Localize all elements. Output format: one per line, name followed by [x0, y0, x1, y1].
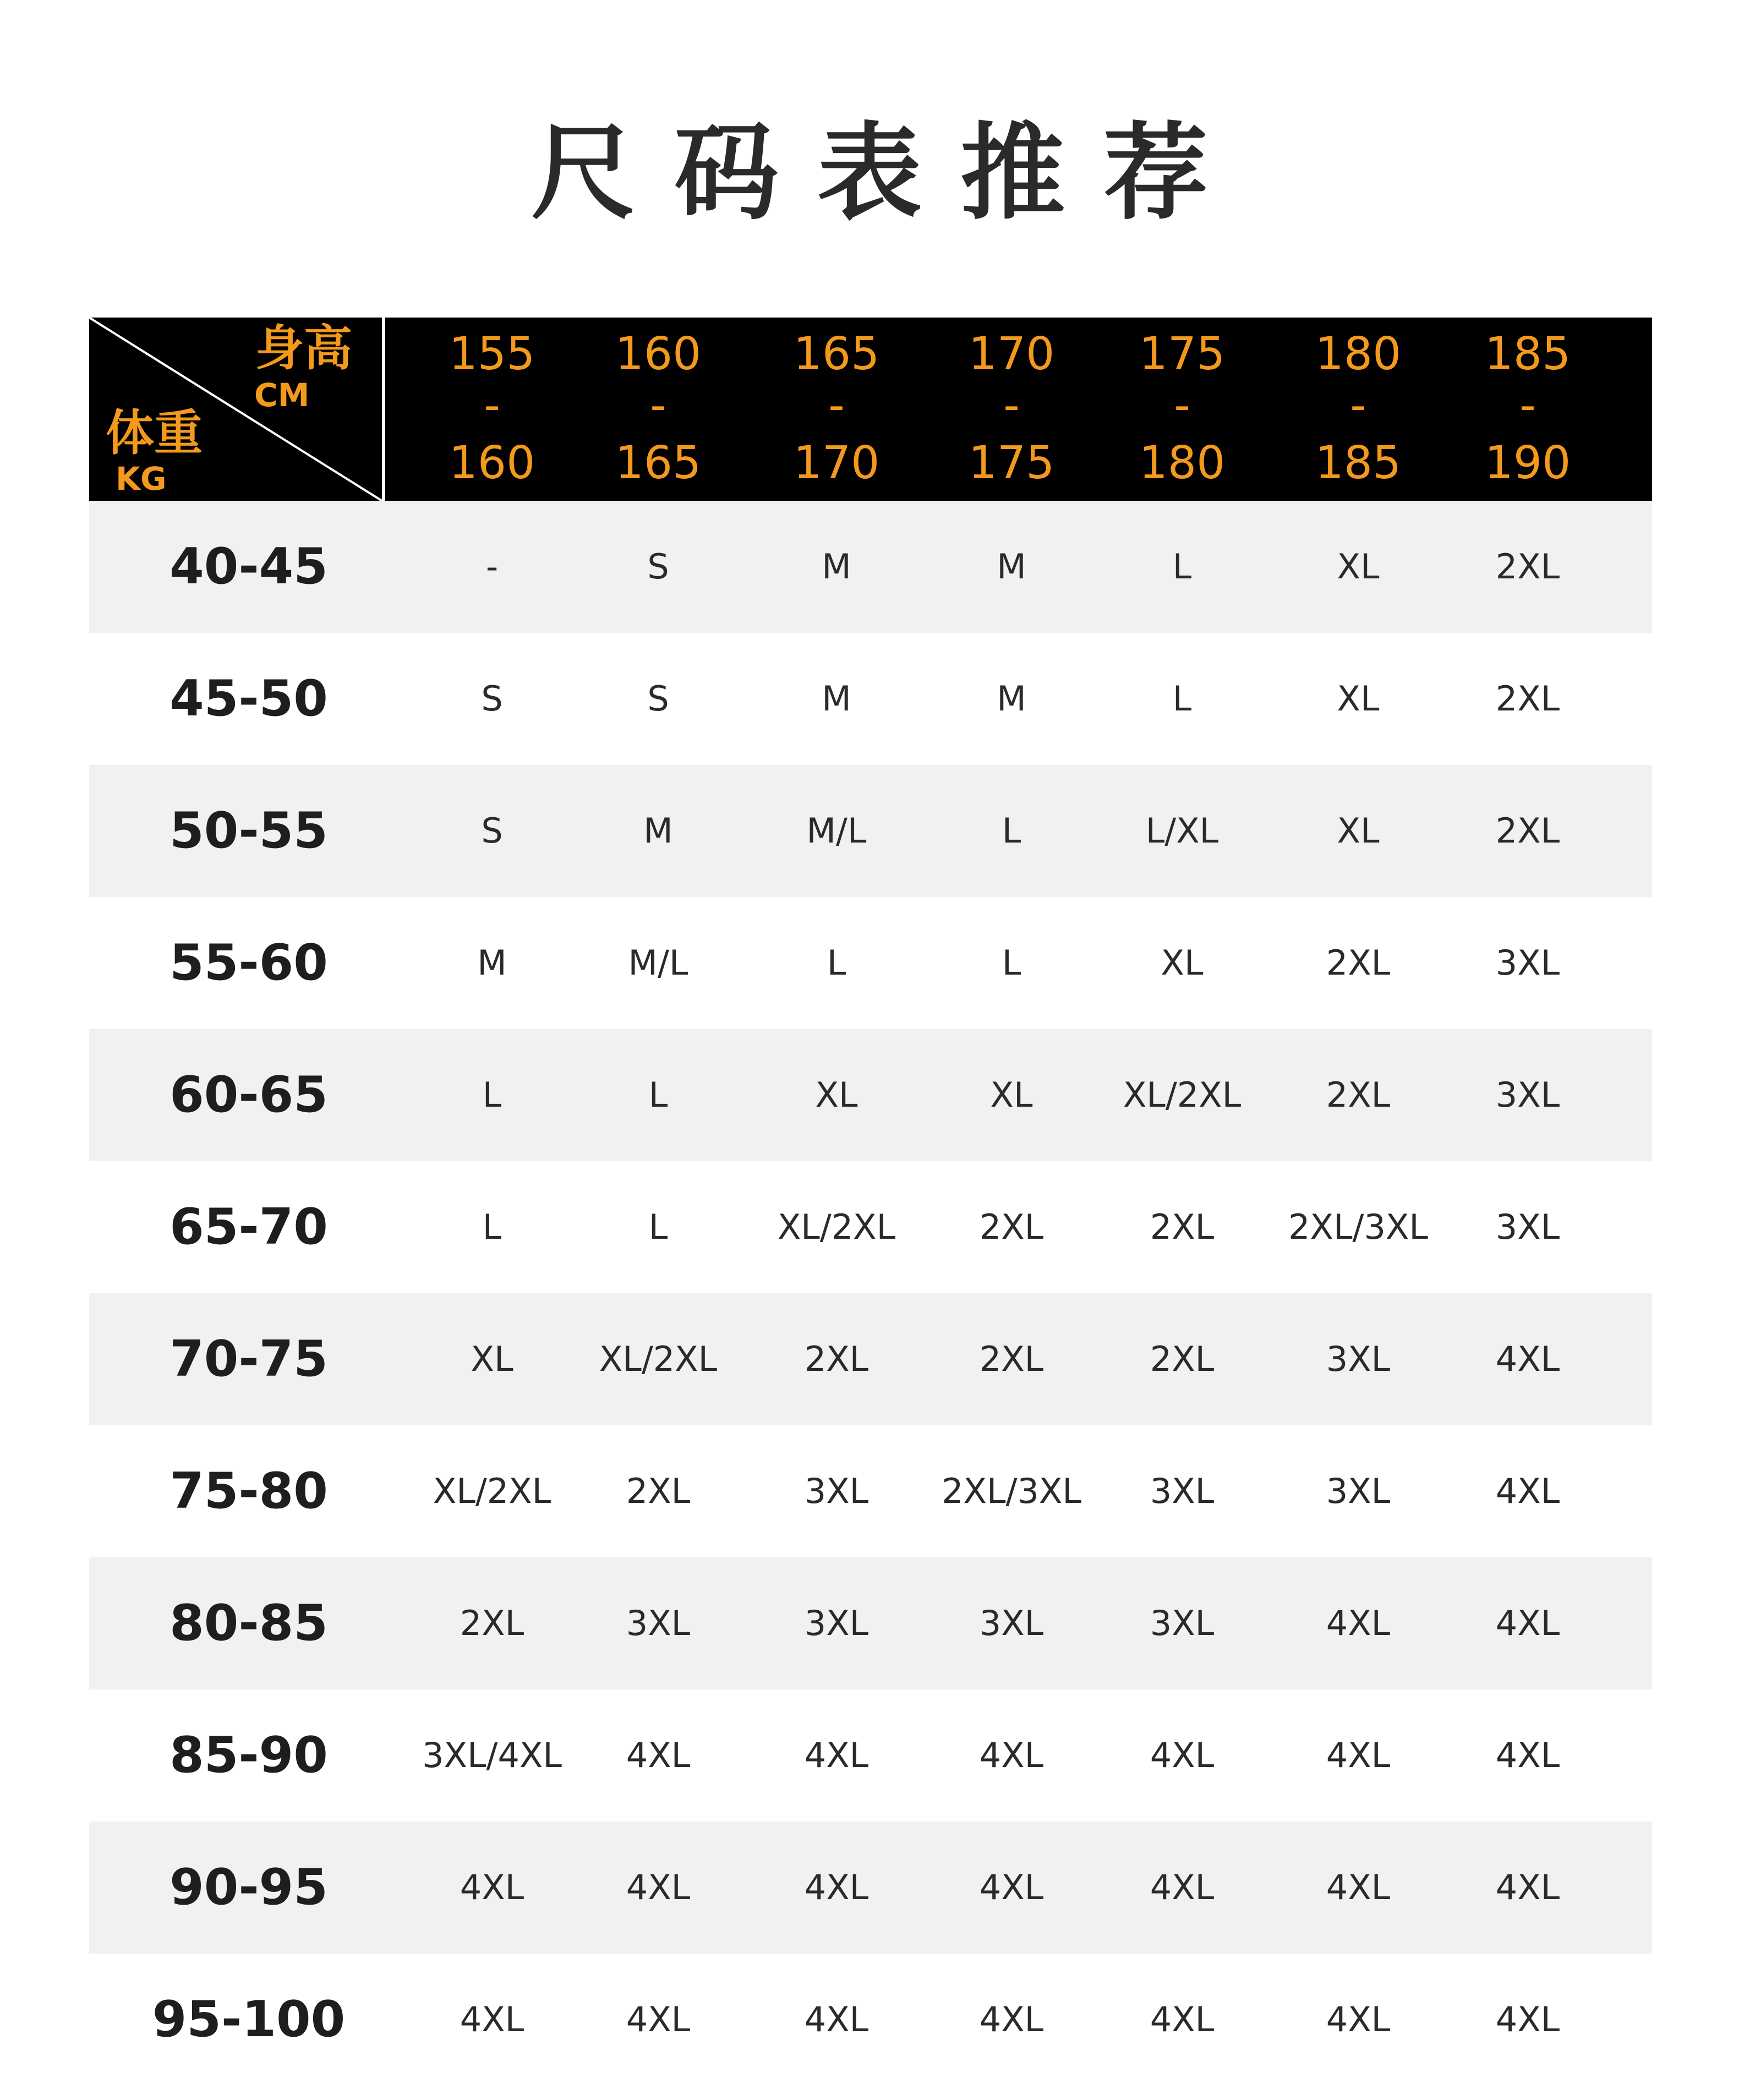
- size-cell: XL: [1337, 811, 1380, 851]
- size-cell: 4XL: [979, 1735, 1044, 1775]
- size-cell: 4XL: [1495, 1603, 1560, 1643]
- size-cell: 4XL: [1150, 1735, 1215, 1775]
- size-cell: 2XL: [626, 1471, 691, 1511]
- height-range-end: 160: [449, 437, 535, 489]
- height-range-end: 170: [793, 437, 880, 489]
- table-row: [89, 1293, 1652, 1425]
- size-cell: XL: [1161, 943, 1204, 983]
- size-cell: 3XL: [804, 1603, 869, 1643]
- height-range-start: 165: [793, 328, 880, 380]
- size-cell: L: [648, 1075, 668, 1115]
- weight-range-cell: 55-60: [169, 934, 328, 992]
- weight-range-cell: 60-65: [169, 1066, 328, 1124]
- size-cell: S: [647, 546, 669, 587]
- size-cell: 4XL: [1150, 1867, 1215, 1907]
- size-cell: M: [997, 546, 1026, 587]
- size-cell: XL: [990, 1075, 1033, 1115]
- size-cell: 2XL: [1495, 811, 1560, 851]
- weight-range-cell: 75-80: [169, 1462, 328, 1520]
- size-cell: 4XL: [1326, 1735, 1391, 1775]
- height-range-end: 185: [1315, 437, 1402, 489]
- size-cell: 4XL: [979, 1999, 1044, 2039]
- size-cell: 2XL: [979, 1207, 1044, 1247]
- weight-range-cell: 40-45: [169, 538, 328, 595]
- size-cell: 4XL: [626, 1999, 691, 2039]
- size-cell: M/L: [806, 811, 867, 851]
- size-cell: L: [1172, 679, 1192, 719]
- size-cell: S: [481, 811, 503, 851]
- page-title: 尺码表推荐: [531, 112, 1246, 234]
- height-column-header: [1270, 318, 1446, 501]
- size-cell: M: [643, 811, 673, 851]
- height-column-headers: [385, 318, 1652, 501]
- size-cell: 2XL: [1495, 679, 1560, 719]
- weight-range-cell: 45-50: [169, 670, 328, 728]
- size-cell: 4XL: [626, 1867, 691, 1907]
- size-cell: -: [485, 546, 499, 587]
- size-cell: M: [477, 943, 507, 983]
- size-cell: XL: [1337, 679, 1380, 719]
- size-cell: 4XL: [1495, 1999, 1560, 2039]
- corner-header-cell: [89, 318, 385, 501]
- size-cell: XL: [471, 1339, 513, 1379]
- size-cell: 3XL: [1495, 943, 1560, 983]
- size-cell: 2XL: [1495, 546, 1560, 587]
- size-cell: 4XL: [1326, 1867, 1391, 1907]
- size-cell: L: [1172, 546, 1192, 587]
- size-cell: 3XL: [1150, 1603, 1215, 1643]
- weight-range-cell: 85-90: [169, 1726, 328, 1784]
- table-row: [89, 1161, 1652, 1293]
- size-cell: 2XL: [1150, 1339, 1215, 1379]
- size-cell: 3XL: [1326, 1339, 1391, 1379]
- size-cell: 2XL: [1326, 1075, 1391, 1115]
- height-range-start: 160: [615, 328, 702, 380]
- table-row: [89, 1557, 1652, 1689]
- weight-range-cell: 70-75: [169, 1330, 328, 1388]
- size-cell: 2XL/3XL: [1288, 1207, 1428, 1247]
- size-cell: 4XL: [1495, 1867, 1560, 1907]
- size-cell: M: [997, 679, 1026, 719]
- height-range-dash: -: [1350, 379, 1366, 431]
- size-cell: S: [481, 679, 503, 719]
- size-cell: 4XL: [1150, 1999, 1215, 2039]
- size-cell: 4XL: [1326, 1999, 1391, 2039]
- weight-unit-label: KG: [116, 460, 167, 497]
- size-cell: XL/2XL: [777, 1207, 896, 1247]
- size-cell: L: [482, 1075, 502, 1115]
- height-range-dash: -: [650, 379, 666, 431]
- height-range-dash: -: [484, 379, 500, 431]
- height-column-header: [404, 318, 580, 501]
- size-cell: L: [482, 1207, 502, 1247]
- size-cell: L: [1002, 943, 1021, 983]
- height-column-header: [748, 318, 925, 501]
- weight-range-cell: 65-70: [169, 1198, 328, 1256]
- table-row: [89, 897, 1652, 1029]
- weight-range-cell: 80-85: [169, 1594, 328, 1652]
- size-cell: 4XL: [460, 1867, 524, 1907]
- height-range-start: 155: [449, 328, 535, 380]
- height-axis-label: 身高: [255, 320, 352, 376]
- size-cell: 2XL/3XL: [942, 1471, 1081, 1511]
- height-column-header: [923, 318, 1100, 501]
- size-cell: L/XL: [1145, 811, 1219, 851]
- size-cell: 2XL: [804, 1339, 869, 1379]
- size-cell: 3XL: [979, 1603, 1044, 1643]
- size-cell: XL/2XL: [1123, 1075, 1242, 1115]
- height-range-end: 175: [968, 437, 1055, 489]
- table-row: [89, 1029, 1652, 1161]
- height-range-start: 170: [968, 328, 1055, 380]
- table-row: [89, 1822, 1652, 1954]
- size-cell: XL: [1337, 546, 1380, 587]
- size-cell: 3XL: [1495, 1075, 1560, 1115]
- height-range-dash: -: [1174, 379, 1190, 431]
- height-range-start: 185: [1484, 328, 1571, 380]
- table-header-row: [89, 318, 1652, 501]
- weight-range-cell: 90-95: [169, 1858, 328, 1916]
- height-column-header: [1094, 318, 1270, 501]
- height-column-header: [570, 318, 746, 501]
- weight-axis-label: 体重: [106, 404, 203, 461]
- table-row: [89, 633, 1652, 765]
- height-range-end: 180: [1139, 437, 1226, 489]
- size-cell: 2XL: [460, 1603, 524, 1643]
- height-range-dash: -: [1519, 379, 1536, 431]
- height-unit-label: CM: [254, 376, 310, 414]
- size-cell: 2XL: [1326, 943, 1391, 983]
- size-cell: S: [647, 679, 669, 719]
- size-cell: 3XL: [1326, 1471, 1391, 1511]
- size-cell: 4XL: [804, 1999, 869, 2039]
- height-range-end: 165: [615, 437, 702, 489]
- table-row: [89, 765, 1652, 897]
- size-cell: XL/2XL: [433, 1471, 551, 1511]
- size-cell: 3XL: [804, 1471, 869, 1511]
- table-body: [89, 501, 1652, 2086]
- size-cell: L: [827, 943, 846, 983]
- size-cell: 4XL: [626, 1735, 691, 1775]
- height-range-dash: -: [1003, 379, 1020, 431]
- weight-range-cell: 95-100: [152, 1990, 346, 2048]
- size-cell: 4XL: [1326, 1603, 1391, 1643]
- table-row: [89, 1425, 1652, 1557]
- size-cell: XL: [815, 1075, 858, 1115]
- size-cell: 4XL: [1495, 1339, 1560, 1379]
- weight-range-cell: 50-55: [169, 802, 328, 860]
- height-range-start: 175: [1139, 328, 1226, 380]
- table-row: [89, 501, 1652, 633]
- height-range-end: 190: [1484, 437, 1571, 489]
- size-cell: 4XL: [460, 1999, 524, 2039]
- size-cell: XL/2XL: [599, 1339, 718, 1379]
- size-cell: M/L: [628, 943, 688, 983]
- size-cell: 2XL: [1150, 1207, 1215, 1247]
- size-cell: 3XL: [1150, 1471, 1215, 1511]
- height-range-start: 180: [1315, 328, 1402, 380]
- height-column-header: [1440, 318, 1616, 501]
- size-cell: L: [648, 1207, 668, 1247]
- size-cell: 4XL: [1495, 1471, 1560, 1511]
- size-chart-table: [89, 318, 1652, 2086]
- size-cell: 3XL: [1495, 1207, 1560, 1247]
- size-cell: L: [1002, 811, 1021, 851]
- table-row: [89, 1689, 1652, 1822]
- table-row: [89, 1954, 1652, 2086]
- size-cell: 4XL: [1495, 1735, 1560, 1775]
- size-cell: 4XL: [804, 1867, 869, 1907]
- size-cell: M: [822, 546, 851, 587]
- size-cell: 3XL: [626, 1603, 691, 1643]
- size-cell: M: [822, 679, 851, 719]
- size-cell: 2XL: [979, 1339, 1044, 1379]
- height-range-dash: -: [828, 379, 845, 431]
- size-cell: 4XL: [804, 1735, 869, 1775]
- size-cell: 3XL/4XL: [422, 1735, 562, 1775]
- size-cell: 4XL: [979, 1867, 1044, 1907]
